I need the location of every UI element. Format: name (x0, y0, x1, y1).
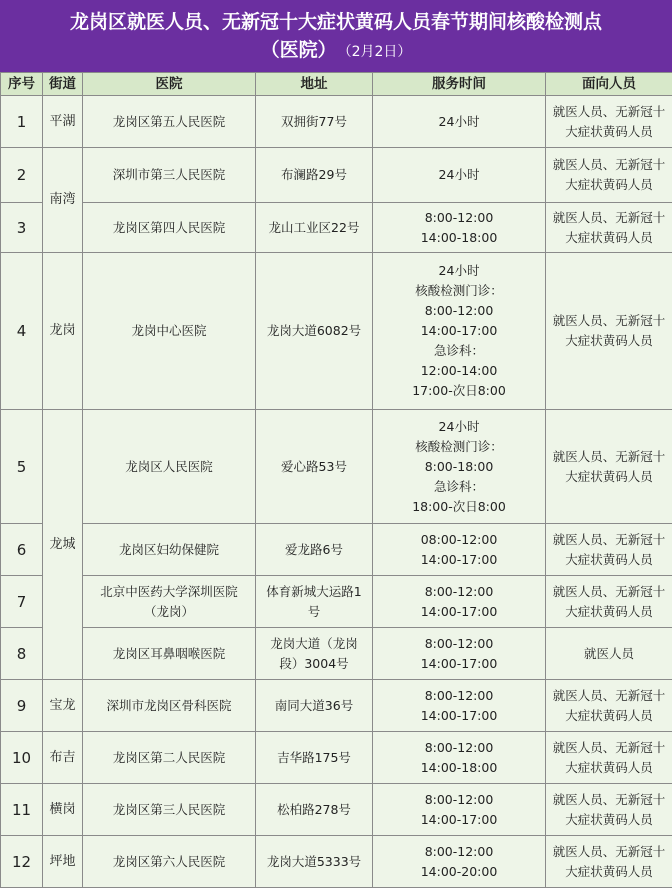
subtitle-category: （医院） (261, 39, 337, 61)
table-row (1, 680, 672, 732)
hospital-cell (83, 253, 256, 410)
address-cell (256, 680, 373, 732)
hours-cell-line: 14:00-18:00 (375, 758, 543, 778)
seq-cell-line: 7 (3, 592, 40, 612)
hospital-cell-line: 北京中医药大学深圳医院 (85, 582, 253, 602)
street-cell (43, 96, 83, 148)
hospital-cell (83, 96, 256, 148)
hours-cell-line: 8:00-12:00 (375, 790, 543, 810)
seq-cell-line: 8 (3, 644, 40, 664)
target-cell (546, 253, 672, 410)
hospital-cell (83, 410, 256, 524)
target-cell-line: 就医人员、无新冠十 (548, 790, 670, 810)
hospital-cell (83, 732, 256, 784)
hospital-cell-line: 龙岗区第四人民医院 (85, 218, 253, 238)
seq-cell (1, 148, 43, 203)
seq-cell (1, 524, 43, 576)
hours-cell-line: 急诊科： (375, 341, 543, 361)
address-cell (256, 96, 373, 148)
seq-cell-line: 11 (3, 800, 40, 820)
hospital-cell-line: 深圳市龙岗区骨科医院 (85, 696, 253, 716)
hours-cell-line: 8:00-18:00 (375, 457, 543, 477)
hospital-cell-line: 龙岗区妇幼保健院 (85, 540, 253, 560)
table-row (1, 524, 672, 576)
seq-cell (1, 410, 43, 524)
hours-cell-line: 8:00-12:00 (375, 634, 543, 654)
hours-cell-line: 急诊科： (375, 477, 543, 497)
hospital-cell-line: （龙岗） (85, 602, 253, 622)
street-cell (43, 253, 83, 410)
col-header-street: 街道 (43, 73, 83, 96)
hours-cell-line: 8:00-12:00 (375, 582, 543, 602)
seq-cell-line: 9 (3, 696, 40, 716)
address-cell (256, 784, 373, 836)
target-cell-line: 就医人员、无新冠十 (548, 530, 670, 550)
hospital-cell-line: 龙岗区第三人民医院 (85, 800, 253, 820)
hours-cell-line: 24小时 (375, 165, 543, 185)
address-cell-line: 龙岗大道5333号 (258, 852, 370, 872)
hours-cell-line: 14:00-20:00 (375, 862, 543, 882)
seq-cell (1, 253, 43, 410)
target-cell-line: 就医人员、无新冠十 (548, 208, 670, 228)
address-cell-line: 龙山工业区22号 (258, 218, 370, 238)
page-subtitle (0, 36, 672, 66)
street-cell (43, 836, 83, 888)
target-cell-line: 就医人员 (548, 644, 670, 664)
hours-cell-line: 12:00-14:00 (375, 361, 543, 381)
address-cell-line: 号 (258, 602, 370, 622)
target-cell (546, 628, 672, 680)
target-cell-line: 大症状黄码人员 (548, 122, 670, 142)
target-cell (546, 680, 672, 732)
hospital-cell-line: 龙岗区第五人民医院 (85, 112, 253, 132)
target-cell (546, 410, 672, 524)
hospital-cell (83, 836, 256, 888)
hours-cell-line: 14:00-17:00 (375, 602, 543, 622)
address-cell-line: 爱心路53号 (258, 457, 370, 477)
hours-cell-line: 14:00-17:00 (375, 810, 543, 830)
address-cell-line: 松柏路278号 (258, 800, 370, 820)
target-cell (546, 576, 672, 628)
street-cell-line: 布吉 (45, 748, 80, 768)
target-cell (546, 203, 672, 253)
col-header-hospital: 医院 (83, 73, 256, 96)
table-row (1, 732, 672, 784)
street-cell-line: 龙岗 (45, 321, 80, 341)
address-cell (256, 203, 373, 253)
hours-cell-line: 8:00-12:00 (375, 738, 543, 758)
hours-cell (373, 203, 546, 253)
hospital-cell (83, 203, 256, 253)
hospital-cell (83, 148, 256, 203)
seq-cell-line: 10 (3, 748, 40, 768)
hours-cell-line: 14:00-17:00 (375, 321, 543, 341)
hospital-cell-line: 龙岗区第六人民医院 (85, 852, 253, 872)
target-cell-line: 就医人员、无新冠十 (548, 311, 670, 331)
hospital-cell-line: 龙岗区耳鼻咽喉医院 (85, 644, 253, 664)
street-cell-line: 横岗 (45, 800, 80, 820)
target-cell-line: 就医人员、无新冠十 (548, 738, 670, 758)
seq-cell-line: 4 (3, 321, 40, 341)
hours-cell (373, 576, 546, 628)
hours-cell-line: 14:00-17:00 (375, 654, 543, 674)
target-cell-line: 大症状黄码人员 (548, 862, 670, 882)
target-cell-line: 大症状黄码人员 (548, 810, 670, 830)
target-cell-line: 大症状黄码人员 (548, 331, 670, 351)
seq-cell-line: 1 (3, 112, 40, 132)
table-row (1, 836, 672, 888)
address-cell (256, 253, 373, 410)
subtitle-date: （2月2日） (345, 44, 412, 60)
seq-cell-line: 6 (3, 540, 40, 560)
hospital-cell (83, 680, 256, 732)
address-cell-line: 爱龙路6号 (258, 540, 370, 560)
address-cell-line: 龙岗大道6082号 (258, 321, 370, 341)
street-cell (43, 148, 83, 253)
street-cell-line: 宝龙 (45, 696, 80, 716)
street-cell (43, 410, 83, 680)
address-cell-line: 段）3004号 (258, 654, 370, 674)
hours-cell-line: 24小时 (375, 112, 543, 132)
hours-cell-line: 14:00-17:00 (375, 706, 543, 726)
address-cell-line: 体育新城大运路1 (258, 582, 370, 602)
street-cell-line: 平湖 (45, 112, 80, 132)
hours-cell (373, 253, 546, 410)
hospital-cell (83, 576, 256, 628)
hours-cell (373, 732, 546, 784)
hospital-cell-line: 深圳市第三人民医院 (85, 165, 253, 185)
street-cell (43, 784, 83, 836)
address-cell (256, 836, 373, 888)
table-row (1, 576, 672, 628)
target-cell-line: 就医人员、无新冠十 (548, 447, 670, 467)
table-row (1, 148, 672, 203)
hours-cell-line: 17:00-次日8:00 (375, 381, 543, 401)
table-body (1, 96, 672, 888)
seq-cell (1, 203, 43, 253)
target-cell-line: 大症状黄码人员 (548, 228, 670, 248)
table-row (1, 96, 672, 148)
target-cell (546, 148, 672, 203)
hours-cell-line: 24小时 (375, 417, 543, 437)
seq-cell-line: 12 (3, 852, 40, 872)
header-row (1, 73, 672, 96)
hours-cell (373, 524, 546, 576)
hospital-cell (83, 784, 256, 836)
target-cell-line: 大症状黄码人员 (548, 706, 670, 726)
page-title: 龙岗区就医人员、无新冠十大症状黄码人员春节期间核酸检测点 (0, 8, 672, 36)
target-cell-line: 就医人员、无新冠十 (548, 155, 670, 175)
target-cell-line: 大症状黄码人员 (548, 602, 670, 622)
target-cell-line: 大症状黄码人员 (548, 467, 670, 487)
table-row (1, 784, 672, 836)
target-cell-line: 就医人员、无新冠十 (548, 686, 670, 706)
address-cell (256, 628, 373, 680)
street-cell-line: 龙城 (45, 535, 80, 555)
hours-cell (373, 836, 546, 888)
address-cell-line: 吉华路175号 (258, 748, 370, 768)
hours-cell (373, 628, 546, 680)
seq-cell (1, 732, 43, 784)
target-cell-line: 就医人员、无新冠十 (548, 842, 670, 862)
hours-cell-line: 8:00-12:00 (375, 842, 543, 862)
table-header (1, 73, 672, 96)
col-header-seq: 序号 (1, 73, 43, 96)
hours-cell (373, 680, 546, 732)
seq-cell (1, 784, 43, 836)
address-cell-line: 龙岗大道（龙岗 (258, 634, 370, 654)
hospital-cell-line: 龙岗区第二人民医院 (85, 748, 253, 768)
hours-cell-line: 14:00-17:00 (375, 550, 543, 570)
target-cell (546, 524, 672, 576)
hours-cell (373, 784, 546, 836)
page-header (0, 0, 672, 72)
seq-cell (1, 836, 43, 888)
hours-cell (373, 410, 546, 524)
street-cell-line: 南湾 (45, 190, 80, 210)
target-cell-line: 大症状黄码人员 (548, 758, 670, 778)
street-cell-line: 坪地 (45, 852, 80, 872)
col-header-target: 面向人员 (546, 73, 672, 96)
table-row (1, 628, 672, 680)
seq-cell (1, 628, 43, 680)
hours-cell-line: 核酸检测门诊： (375, 437, 543, 457)
hours-cell-line: 8:00-12:00 (375, 208, 543, 228)
hospital-cell-line: 龙岗中心医院 (85, 321, 253, 341)
target-cell-line: 大症状黄码人员 (548, 175, 670, 195)
seq-cell-line: 2 (3, 165, 40, 185)
hours-cell (373, 96, 546, 148)
street-cell (43, 680, 83, 732)
hours-cell-line: 24小时 (375, 261, 543, 281)
hours-cell-line: 18:00-次日8:00 (375, 497, 543, 517)
address-cell (256, 148, 373, 203)
hospital-cell-line: 龙岗区人民医院 (85, 457, 253, 477)
seq-cell (1, 680, 43, 732)
address-cell (256, 576, 373, 628)
target-cell-line: 就医人员、无新冠十 (548, 102, 670, 122)
address-cell (256, 732, 373, 784)
table-row (1, 410, 672, 524)
hours-cell-line: 8:00-12:00 (375, 301, 543, 321)
hospital-cell (83, 628, 256, 680)
address-cell-line: 布澜路29号 (258, 165, 370, 185)
target-cell-line: 大症状黄码人员 (548, 550, 670, 570)
target-cell (546, 836, 672, 888)
address-cell (256, 524, 373, 576)
target-cell (546, 732, 672, 784)
hospital-cell (83, 524, 256, 576)
col-header-address: 地址 (256, 73, 373, 96)
hours-cell-line: 8:00-12:00 (375, 686, 543, 706)
street-cell (43, 732, 83, 784)
seq-cell-line: 3 (3, 218, 40, 238)
seq-cell (1, 576, 43, 628)
seq-cell (1, 96, 43, 148)
address-cell (256, 410, 373, 524)
hours-cell-line: 08:00-12:00 (375, 530, 543, 550)
seq-cell-line: 5 (3, 457, 40, 477)
target-cell (546, 96, 672, 148)
hours-cell-line: 核酸检测门诊： (375, 281, 543, 301)
col-header-hours: 服务时间 (373, 73, 546, 96)
table-row (1, 203, 672, 253)
target-cell (546, 784, 672, 836)
address-cell-line: 双拥街77号 (258, 112, 370, 132)
address-cell-line: 南同大道36号 (258, 696, 370, 716)
hours-cell (373, 148, 546, 203)
testing-sites-table (0, 72, 672, 888)
table-row (1, 253, 672, 410)
target-cell-line: 就医人员、无新冠十 (548, 582, 670, 602)
hours-cell-line: 14:00-18:00 (375, 228, 543, 248)
